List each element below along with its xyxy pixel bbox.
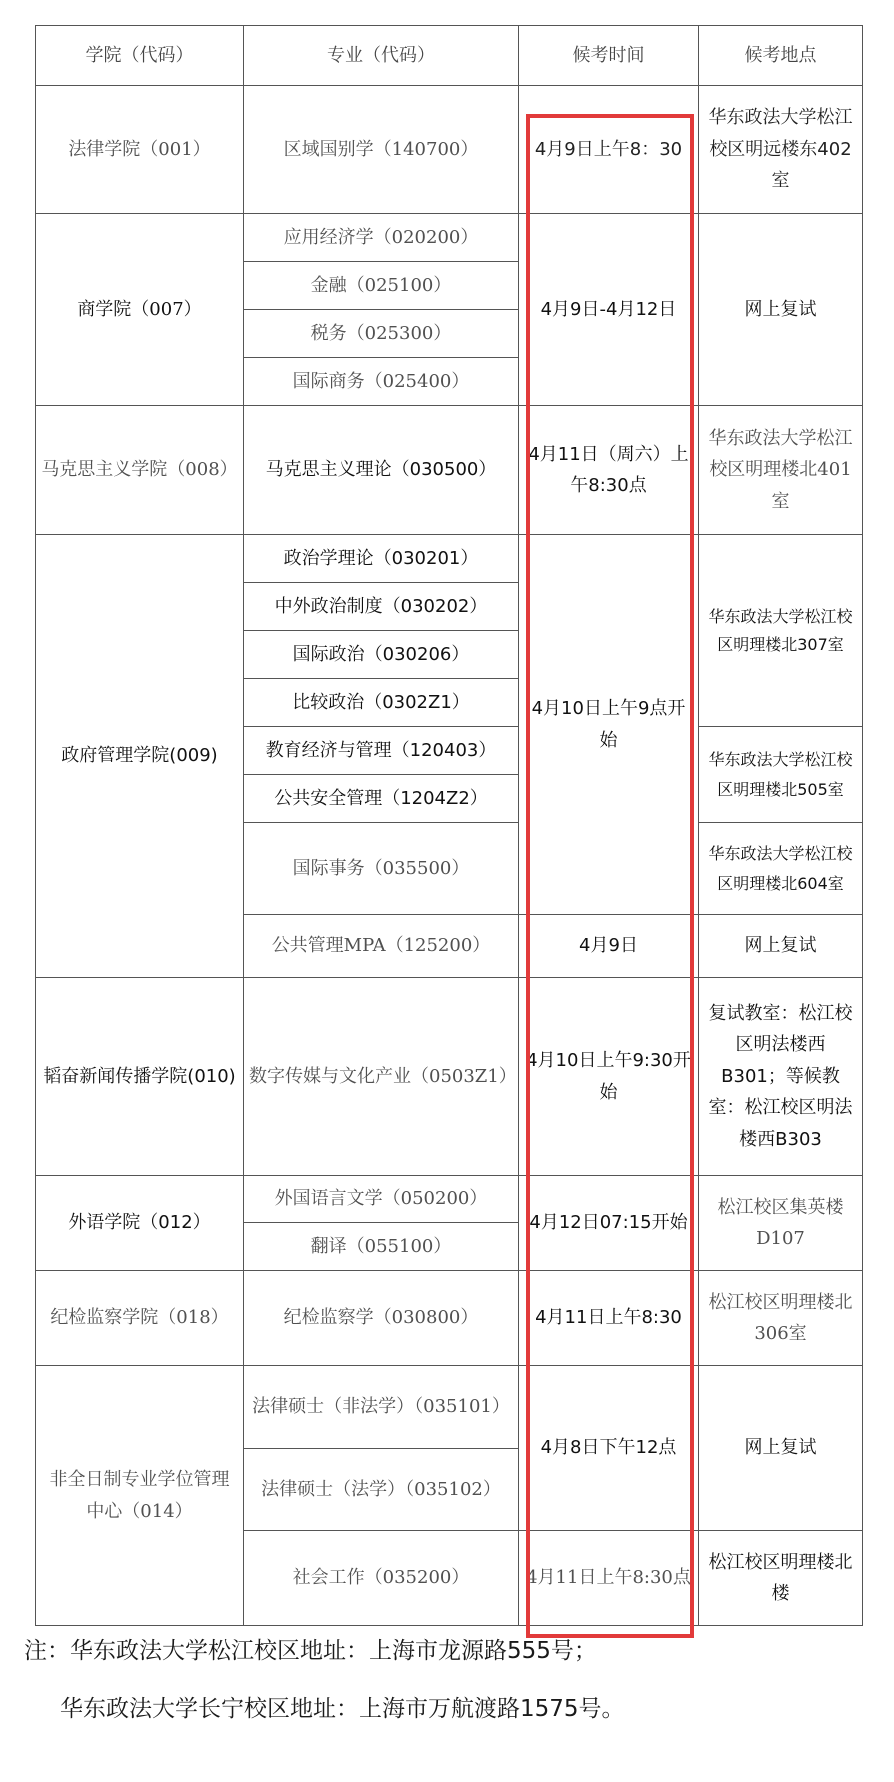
note-changning-address: 华东政法大学长宁校区地址：上海市万航渡路1575号。 [60,1696,625,1722]
time-cell: 4月10日上午9点开始 [519,535,699,915]
location-cell: 松江校区明理楼北楼 [699,1531,863,1626]
major-cell: 税务（025300） [244,310,519,358]
major-cell: 翻译（055100） [244,1223,519,1271]
header-row [36,26,863,86]
time-cell: 4月11日（周六）上午8:30点 [519,406,699,535]
major-cell: 教育经济与管理（120403） [244,727,519,775]
major-cell: 纪检监察学（030800） [244,1271,519,1366]
note-songjiang-address: 注：华东政法大学松江校区地址：上海市龙源路555号； [24,1638,597,1664]
major-cell: 公共管理MPA（125200） [244,915,519,978]
header-college: 学院（代码） [36,26,244,86]
major-cell: 应用经济学（020200） [244,214,519,262]
location-cell: 复试教室：松江校区明法楼西B301；等候教室：松江校区明法楼西B303 [699,978,863,1176]
major-cell: 金融（025100） [244,262,519,310]
major-cell: 国际事务（035500） [244,823,519,915]
major-cell: 比较政治（0302Z1） [244,679,519,727]
major-cell: 马克思主义理论（030500） [244,406,519,535]
table-row [36,978,863,1176]
table-row [36,406,863,535]
table-row [36,1366,863,1449]
major-cell: 法律硕士（法学）（035102） [244,1449,519,1531]
major-cell: 国际政治（030206） [244,631,519,679]
major-cell: 国际商务（025400） [244,358,519,406]
location-cell: 华东政法大学松江校区明远楼东402室 [699,86,863,214]
major-cell: 公共安全管理（1204Z2） [244,775,519,823]
location-cell: 网上复试 [699,214,863,406]
table-row [36,214,863,262]
time-cell: 4月11日上午8:30 [519,1271,699,1366]
college-cell: 马克思主义学院（008） [36,406,244,535]
college-cell: 法律学院（001） [36,86,244,214]
time-cell: 4月11日上午8:30点 [519,1531,699,1626]
college-cell: 韬奋新闻传播学院(010) [36,978,244,1176]
major-cell: 区域国别学（140700） [244,86,519,214]
time-cell: 4月9日-4月12日 [519,214,699,406]
time-cell: 4月12日07:15开始 [519,1176,699,1271]
header-time: 候考时间 [519,26,699,86]
location-cell: 网上复试 [699,1366,863,1531]
header-location: 候考地点 [699,26,863,86]
time-cell: 4月8日下午12点 [519,1366,699,1531]
college-cell: 纪检监察学院（018） [36,1271,244,1366]
college-cell: 商学院（007） [36,214,244,406]
major-cell: 中外政治制度（030202） [244,583,519,631]
table-row [36,86,863,214]
table-row [36,1271,863,1366]
major-cell: 社会工作（035200） [244,1531,519,1626]
location-cell: 网上复试 [699,915,863,978]
location-cell: 松江校区集英楼D107 [699,1176,863,1271]
major-cell: 外国语言文学（050200） [244,1176,519,1223]
table-row [36,535,863,583]
time-cell: 4月10日上午9:30开始 [519,978,699,1176]
college-cell: 非全日制专业学位管理中心（014） [36,1366,244,1626]
location-cell: 华东政法大学松江校区明理楼北604室 [699,823,863,915]
location-cell: 松江校区明理楼北306室 [699,1271,863,1366]
table-row [36,1176,863,1223]
schedule-table [35,25,863,1626]
location-cell: 华东政法大学松江校区明理楼北307室 [699,535,863,727]
header-major: 专业（代码） [244,26,519,86]
college-cell: 政府管理学院(009) [36,535,244,978]
major-cell: 数字传媒与文化产业（0503Z1） [244,978,519,1176]
college-cell: 外语学院（012） [36,1176,244,1271]
major-cell: 法律硕士（非法学）（035101） [244,1366,519,1449]
major-cell: 政治学理论（030201） [244,535,519,583]
time-cell: 4月9日上午8：30 [519,86,699,214]
location-cell: 华东政法大学松江校区明理楼北505室 [699,727,863,823]
location-cell: 华东政法大学松江校区明理楼北401室 [699,406,863,535]
time-cell: 4月9日 [519,915,699,978]
